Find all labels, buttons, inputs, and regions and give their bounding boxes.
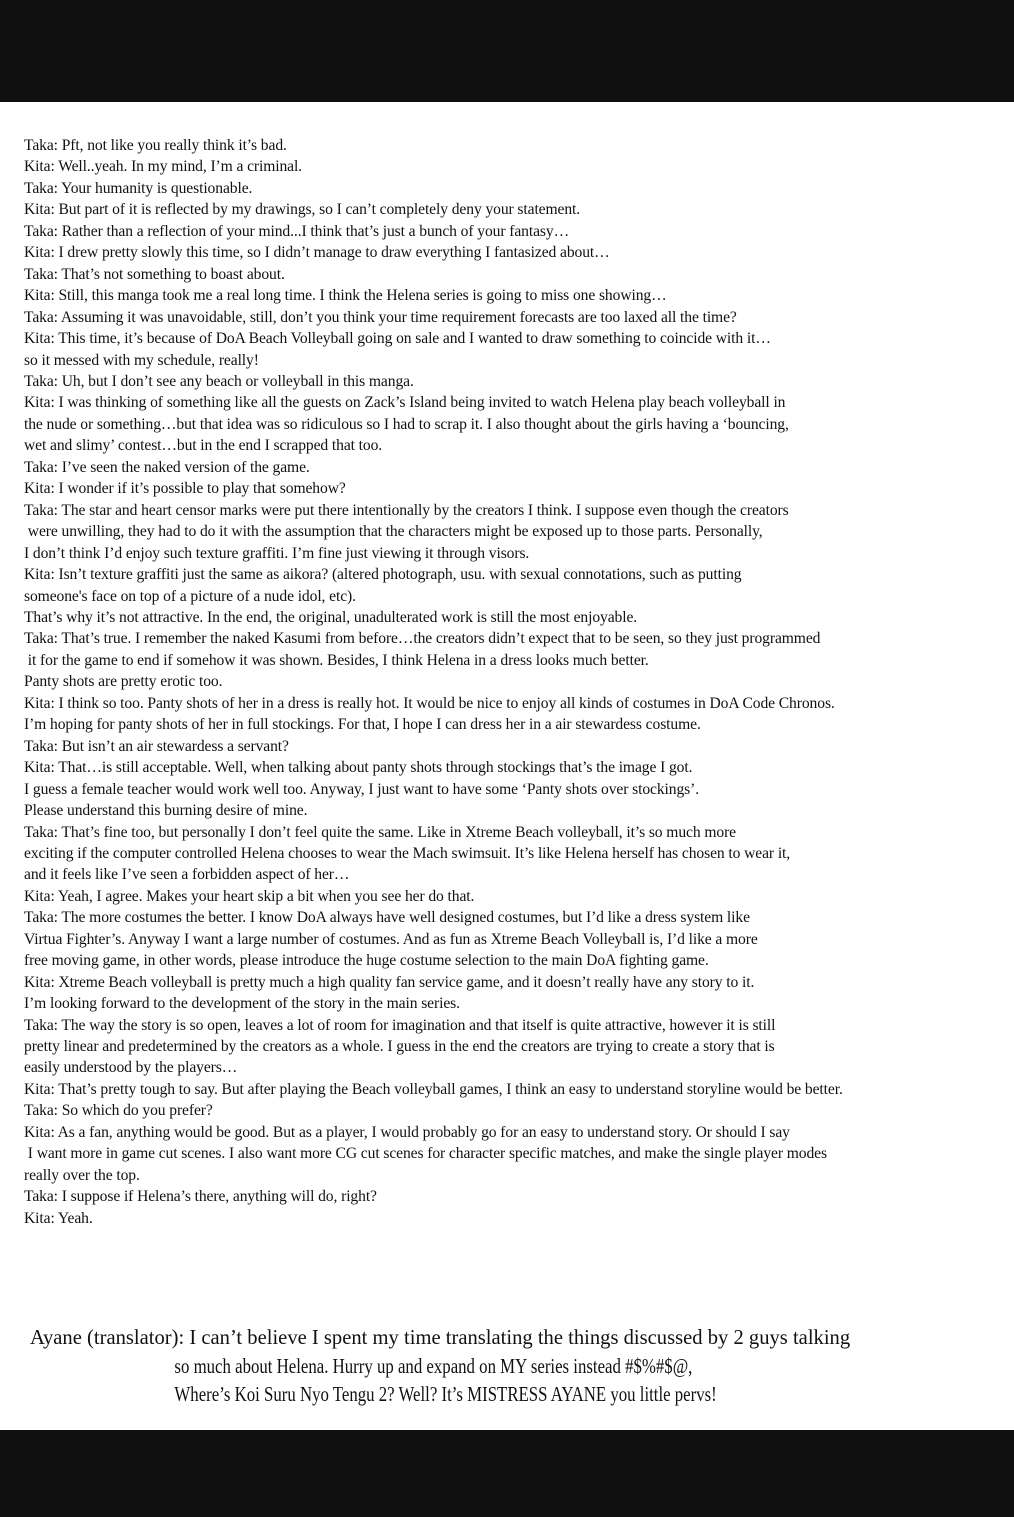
- dialogue-line: Kita: I wonder if it’s possible to play that somehow?: [24, 480, 346, 498]
- dialogue-line: and it feels like I’ve seen a forbidden aspect of her…: [24, 866, 350, 884]
- dialogue-line: Kita: That…is still acceptable. Well, when talking about panty shots through stockings that’s the image I got.: [24, 759, 693, 777]
- dialogue-line: free moving game, in other words, please introduce the huge costume selection to the main DoA fighting game.: [24, 952, 709, 970]
- dialogue-line: Taka: That’s true. I remember the naked Kasumi from before…the creators didn’t expect that to be seen, so they just programmed: [24, 630, 821, 648]
- dialogue-line: Please understand this burning desire of mine.: [24, 802, 308, 820]
- dialogue-line: Kita: I think so too. Panty shots of her in a dress is really hot. It would be nice to enjoy all kinds of costumes in DoA Code Chronos.: [24, 694, 835, 712]
- dialogue-line: wet and slimy’ contest…but in the end I scrapped that too.: [24, 437, 383, 455]
- dialogue-line: the nude or something…but that idea was so ridiculous so I had to scrap it. I also thought about the girls having a ‘bouncing,: [24, 415, 789, 433]
- dialogue-line: I’m hoping for panty shots of her in full stockings. For that, I hope I can dress her in a air stewardess costume.: [24, 716, 701, 734]
- dialogue-line: I’m looking forward to the development of the story in the main series.: [24, 995, 460, 1013]
- dialogue-line: Kita: I drew pretty slowly this time, so I didn’t manage to draw everything I fantasized about…: [24, 244, 610, 262]
- dialogue-line: I guess a female teacher would work well too. Anyway, I just want to have some ‘Panty shots over stockings’.: [24, 780, 700, 798]
- dialogue-line: Taka: That’s not something to boast about.: [24, 265, 285, 283]
- dialogue-line: Taka: The more costumes the better. I know DoA always have well designed costumes, but I’d like a dress system like: [24, 909, 750, 927]
- text-page: [0, 102, 1014, 1430]
- dialogue-line: Taka: I suppose if Helena’s there, anything will do, right?: [24, 1188, 377, 1206]
- dialogue-line: were unwilling, they had to do it with the assumption that the characters might be exposed up to those parts. Personally,: [24, 523, 763, 541]
- dialogue-line: Taka: Your humanity is questionable.: [24, 179, 253, 197]
- dialogue-line: Kita: That’s pretty tough to say. But after playing the Beach volleyball games, I think an easy to understand storyline would be better.: [24, 1080, 843, 1098]
- dialogue-line: it for the game to end if somehow it was shown. Besides, I think Helena in a dress looks much better.: [24, 651, 649, 669]
- dialogue-line: Taka: Uh, but I don’t see any beach or volleyball in this manga.: [24, 372, 414, 390]
- dialogue-line: so it messed with my schedule, really!: [24, 351, 259, 369]
- dialogue-line: really over the top.: [24, 1166, 140, 1184]
- dialogue-line: Taka: Pft, not like you really think it’s bad.: [24, 137, 287, 154]
- dialogue-line: Kita: I was thinking of something like all the guests on Zack’s Island being invited to watch Helena play beach volleyball in: [24, 394, 786, 412]
- dialogue-line: easily understood by the players…: [24, 1059, 238, 1077]
- dialogue-line: Kita: But part of it is reflected by my drawings, so I can’t completely deny your statement.: [24, 201, 581, 219]
- dialogue-line: Kita: Isn’t texture graffiti just the same as aikora? (altered photograph, usu. with sexual connotations, such as putting: [24, 566, 742, 584]
- dialogue-line: That’s why it’s not attractive. In the end, the original, unadulterated work is still the most enjoyable.: [24, 608, 638, 626]
- translator-note-line: Where’s Koi Suru Nyo Tengu 2? Well? It’s MISTRESS AYANE you little pervs!: [174, 1384, 717, 1406]
- translator-note-line: Ayane (translator): I can’t believe I spent my time translating the things discussed by 2 guys talking: [30, 1327, 851, 1349]
- dialogue-line: I want more in game cut scenes. I also want more CG cut scenes for character specific matches, and make the single player modes: [24, 1145, 827, 1163]
- dialogue-line: Kita: This time, it’s because of DoA Beach Volleyball going on sale and I wanted to draw something to coincide with it…: [24, 330, 771, 348]
- dialogue-line: Taka: So which do you prefer?: [24, 1102, 213, 1120]
- dialogue-line: Taka: The way the story is so open, leaves a lot of room for imagination and that itself is quite attractive, however it is still: [24, 1016, 776, 1034]
- dialogue-line: Taka: Rather than a reflection of your mind...I think that’s just a bunch of your fantasy…: [24, 222, 570, 240]
- dialogue-line: Taka: That’s fine too, but personally I don’t feel quite the same. Like in Xtreme Beach volleyball, it’s so much more: [24, 823, 736, 841]
- translator-note: [30, 1324, 990, 1410]
- dialogue-line: Taka: The star and heart censor marks were put there intentionally by the creators I think. I suppose even though the creators: [24, 501, 789, 519]
- translator-note-line: so much about Helena. Hurry up and expand on MY series instead #$%#$@,: [174, 1355, 693, 1378]
- dialogue-line: Kita: Still, this manga took me a real long time. I think the Helena series is going to miss one showing…: [24, 287, 667, 305]
- dialogue-line: I don’t think I’d enjoy such texture graffiti. I’m fine just viewing it through visors.: [24, 544, 530, 562]
- dialogue-transcript: [24, 135, 994, 1229]
- dialogue-line: Kita: Yeah, I agree. Makes your heart skip a bit when you see her do that.: [24, 887, 475, 905]
- dialogue-line: Kita: As a fan, anything would be good. But as a player, I would probably go for an easy to understand story. Or should I say: [24, 1123, 790, 1141]
- dialogue-line: Taka: But isn’t an air stewardess a servant?: [24, 737, 289, 755]
- top-dark-band: [0, 0, 1014, 102]
- bottom-dark-band: [0, 1430, 1014, 1517]
- dialogue-line: Kita: Yeah.: [24, 1209, 93, 1227]
- dialogue-line: pretty linear and predetermined by the creators as a whole. I guess in the end the creators are trying to create a story that is: [24, 1038, 775, 1056]
- dialogue-line: Kita: Xtreme Beach volleyball is pretty much a high quality fan service game, and it doesn’t really have any story to it.: [24, 973, 755, 991]
- dialogue-line: someone's face on top of a picture of a nude idol, etc).: [24, 587, 356, 605]
- dialogue-line: Taka: Assuming it was unavoidable, still, don’t you think your time requirement forecasts are too laxed all the time?: [24, 308, 737, 326]
- dialogue-line: exciting if the computer controlled Helena chooses to wear the Mach swimsuit. It’s like Helena herself has chosen to wear it,: [24, 844, 791, 862]
- dialogue-line: Panty shots are pretty erotic too.: [24, 673, 223, 691]
- dialogue-line: Taka: I’ve seen the naked version of the game.: [24, 458, 310, 476]
- dialogue-line: Kita: Well..yeah. In my mind, I’m a criminal.: [24, 158, 303, 176]
- dialogue-line: Virtua Fighter’s. Anyway I want a large number of costumes. And as fun as Xtreme Beach Volleyball is, I’d like a more: [24, 930, 758, 948]
